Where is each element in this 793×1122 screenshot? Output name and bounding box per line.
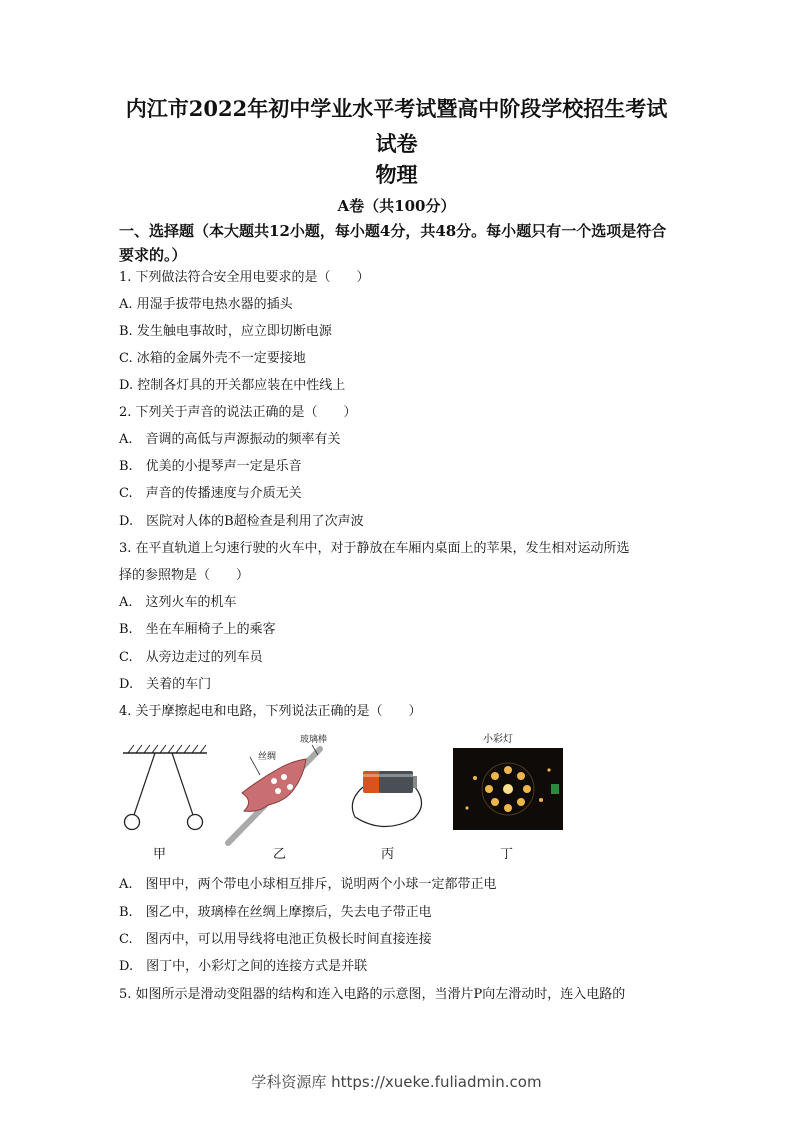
- question-1-option-a: A. 用湿手拔带电热水器的插头: [119, 297, 293, 312]
- section-label: A卷（共100分）: [337, 197, 456, 215]
- question-1-option-c: C. 冰箱的金属外壳不一定要接地: [119, 351, 306, 366]
- silk-label: 丝绸: [258, 752, 277, 762]
- question-2-option-c: C. 声音的传播速度与介质无关: [119, 486, 302, 501]
- question-2-option-a: A. 音调的高低与声源振动的频率有关: [119, 432, 341, 447]
- question-3-stem: 3. 在平直轨道上匀速行驶的火车中，对于静放在车厢内桌面上的苹果，发生相对运动所选: [119, 541, 630, 556]
- question-4-option-d: D. 图丁中，小彩灯之间的连接方式是并联: [119, 959, 368, 974]
- question-2-option-b: B. 优美的小提琴声一定是乐音: [119, 459, 302, 474]
- question-3-option-c: C. 从旁边走过的列车员: [119, 650, 263, 665]
- question-4-option-c: C. 图丙中，可以用导线将电池正负极长时间直接连接: [119, 932, 432, 947]
- small-lamp-label: 小彩灯: [483, 734, 513, 745]
- question-1-stem: 1. 下列做法符合安全用电要求的是（ ）: [119, 270, 370, 285]
- question-4-option-a: A. 图甲中，两个带电小球相互排斥，说明两个小球一定都带正电: [119, 877, 497, 892]
- figure-label-jia: 甲: [153, 847, 167, 862]
- question-4-stem: 4. 关于摩擦起电和电路，下列说法正确的是（ ）: [119, 704, 422, 719]
- question-1-option-b: B. 发生触电事故时，应立即切断电源: [119, 324, 332, 339]
- subject-title: 物理: [375, 162, 418, 187]
- exam-title-continued: 试卷: [375, 131, 418, 156]
- figure-label-ding: 丁: [500, 847, 514, 862]
- question-3-stem-continued: 择的参照物是（ ）: [119, 568, 250, 583]
- repelling-balls-figure: [120, 743, 210, 838]
- section-instruction: 一、选择题（本大题共12小题，每小题4分，共48分。每小题只有一个选项是符合要求的。）: [119, 222, 667, 264]
- question-2-option-d: D. 医院对人体的B超检查是利用了次声波: [119, 514, 364, 529]
- glass-rod-label: 玻璃棒: [300, 735, 328, 745]
- question-5-stem: 5. 如图所示是滑动变阻器的结构和连入电路的示意图，当滑片P向左滑动时，连入电路的: [119, 987, 626, 1002]
- question-4-figures: [115, 731, 535, 866]
- glass-rod-silk-figure: [220, 731, 335, 846]
- question-3-option-b: B. 坐在车厢椅子上的乘客: [119, 622, 276, 637]
- battery-short-circuit-figure: [343, 761, 433, 831]
- figure-label-bing: 丙: [381, 847, 395, 862]
- question-4-option-b: B. 图乙中，玻璃棒在丝绸上摩擦后，失去电子带正电: [119, 905, 432, 920]
- question-3-option-d: D. 关着的车门: [119, 677, 212, 692]
- exam-title: 内江市2022年初中学业水平考试暨高中阶段学校招生考试: [125, 96, 668, 121]
- string-lights-photo: [453, 748, 563, 830]
- figure-label-yi: 乙: [273, 847, 287, 862]
- question-1-option-d: D. 控制各灯具的开关都应装在中性线上: [119, 378, 346, 393]
- question-3-option-a: A. 这列火车的机车: [119, 595, 237, 610]
- footer-source: 学科资源库 https://xueke.fuliadmin.com: [251, 1073, 542, 1091]
- question-2-stem: 2. 下列关于声音的说法正确的是（ ）: [119, 405, 357, 420]
